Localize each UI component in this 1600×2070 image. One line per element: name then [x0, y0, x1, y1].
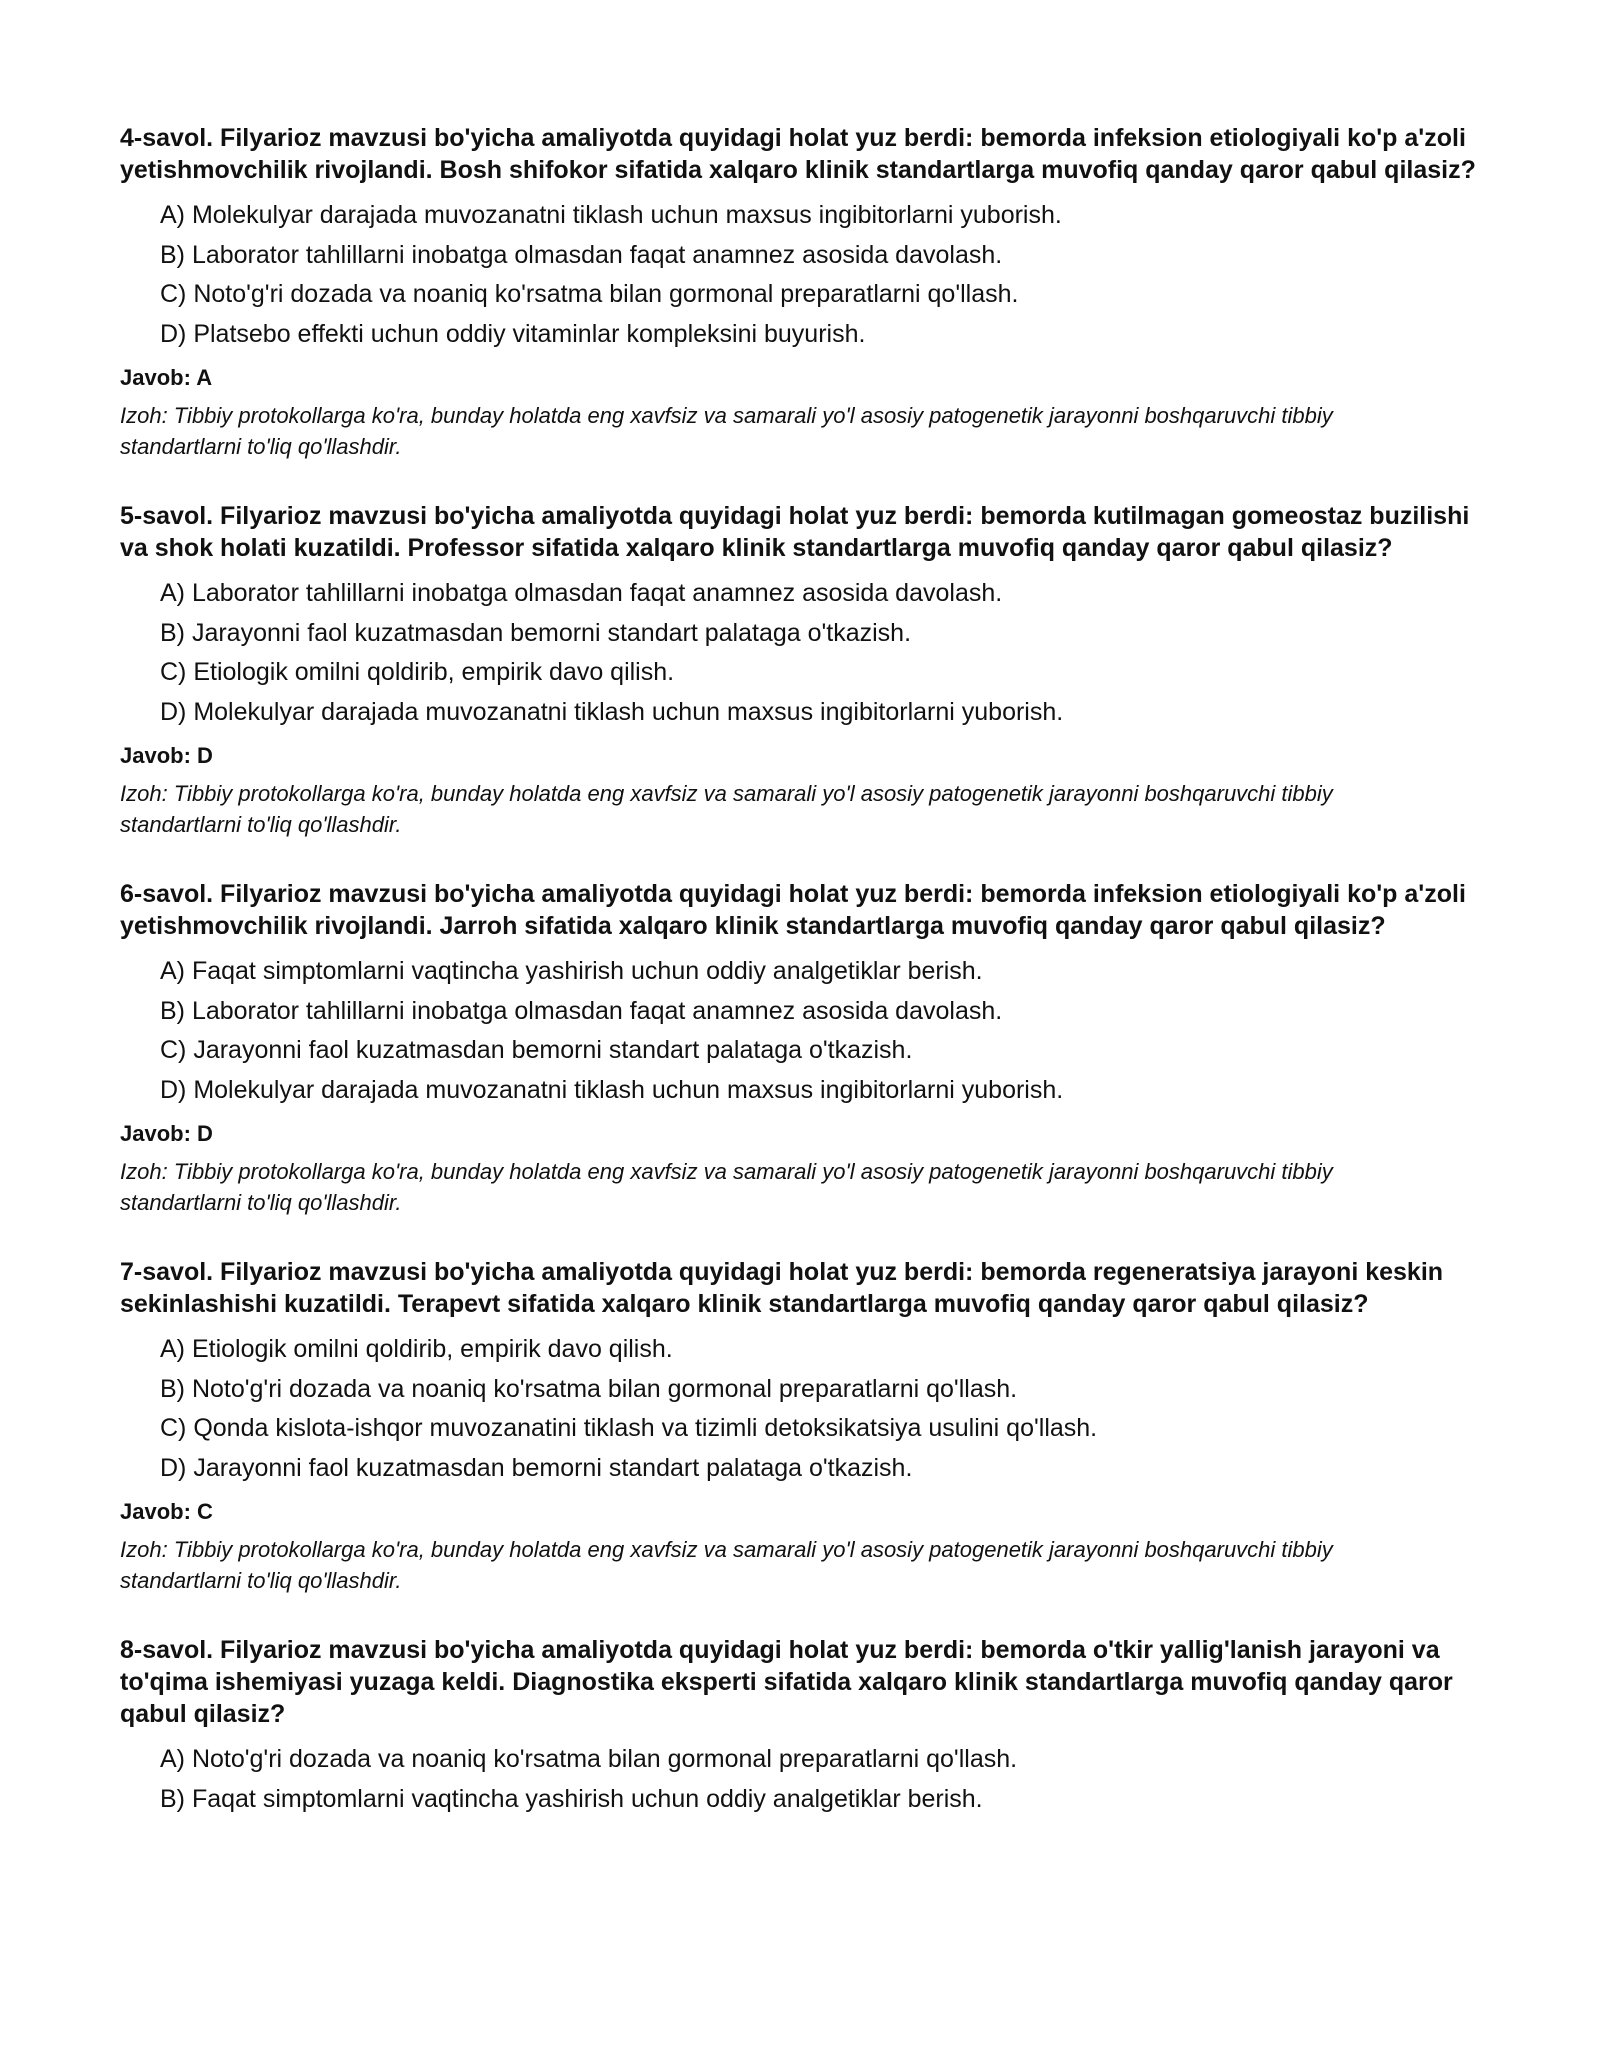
option-b: B) Noto'g'ri dozada va noaniq ko'rsatma bilan gormonal preparatlarni qo'llash.: [160, 1374, 1018, 1403]
question-block: [120, 878, 1490, 1218]
option-a: A) Faqat simptomlarni vaqtincha yashirish uchun oddiy analgetiklar berish.: [160, 957, 983, 985]
option-d: D) Molekulyar darajada muvozanatni tiklash uchun maxsus ingibitorlarni yuborish.: [160, 697, 1064, 726]
question-block: [120, 1634, 1490, 1819]
option-d: D) Platsebo effekti uchun oddiy vitaminlar kompleksini buyurish.: [160, 319, 866, 348]
answer-label: Javob: C: [120, 1499, 213, 1524]
document-page: [120, 122, 1490, 1857]
explanation-text: Izoh: Tibbiy protokollarga ko'ra, bunday holatda eng xavfsiz va samarali yo'l asosiy patogenetik jarayonni boshqaruvchi tibbiy standartlarni to'liq qo'llashdir.: [120, 403, 1333, 459]
question-block: [120, 122, 1490, 462]
option-c: C) Noto'g'ri dozada va noaniq ko'rsatma bilan gormonal preparatlarni qo'llash.: [160, 280, 1019, 308]
option-d: D) Molekulyar darajada muvozanatni tiklash uchun maxsus ingibitorlarni yuborish.: [160, 1075, 1064, 1104]
question-title: 5-savol. Filyarioz mavzusi bo'yicha amaliyotda quyidagi holat yuz berdi: bemorda kutilmagan gomeostaz buzilishi va shok holati kuzatildi. Professor sifatida xalqaro klinik standartlarga muvofiq qanday qaror qabul qilasiz?: [120, 502, 1470, 562]
option-c: C) Qonda kislota-ishqor muvozanatini tiklash va tizimli detoksikatsiya usulini qo'llash.: [160, 1414, 1098, 1442]
option-a: A) Noto'g'ri dozada va noaniq ko'rsatma bilan gormonal preparatlarni qo'llash.: [160, 1745, 1018, 1773]
option-d: D) Jarayonni faol kuzatmasdan bemorni standart palataga o'tkazish.: [160, 1453, 913, 1482]
options-list: [120, 196, 1490, 354]
option-b: B) Laborator tahlillarni inobatga olmasdan faqat anamnez asosida davolash.: [160, 996, 1003, 1025]
answer-label: Javob: A: [120, 365, 213, 390]
explanation-text: Izoh: Tibbiy protokollarga ko'ra, bunday holatda eng xavfsiz va samarali yo'l asosiy patogenetik jarayonni boshqaruvchi tibbiy standartlarni to'liq qo'llashdir.: [120, 1537, 1333, 1593]
explanation-text: Izoh: Tibbiy protokollarga ko'ra, bunday holatda eng xavfsiz va samarali yo'l asosiy patogenetik jarayonni boshqaruvchi tibbiy standartlarni to'liq qo'llashdir.: [120, 781, 1333, 837]
question-block: [120, 1256, 1490, 1596]
option-a: A) Molekulyar darajada muvozanatni tiklash uchun maxsus ingibitorlarni yuborish.: [160, 201, 1062, 229]
answer-label: Javob: D: [120, 1121, 213, 1146]
option-b: B) Laborator tahlillarni inobatga olmasdan faqat anamnez asosida davolash.: [160, 240, 1003, 269]
options-list: [120, 952, 1490, 1110]
option-b: B) Jarayonni faol kuzatmasdan bemorni standart palataga o'tkazish.: [160, 618, 912, 647]
answer-label: Javob: D: [120, 743, 213, 768]
question-title: 8-savol. Filyarioz mavzusi bo'yicha amaliyotda quyidagi holat yuz berdi: bemorda o'tkir yallig'lanish jarayoni va to'qima ishemiyasi yuzaga keldi. Diagnostika eksperti sifatida xalqaro klinik standartlarga muvofiq qanday qaror qabul qilasiz?: [120, 1636, 1453, 1728]
option-a: A) Laborator tahlillarni inobatga olmasdan faqat anamnez asosida davolash.: [160, 579, 1003, 607]
options-list: [120, 1330, 1490, 1488]
option-b: B) Faqat simptomlarni vaqtincha yashirish uchun oddiy analgetiklar berish.: [160, 1784, 983, 1813]
explanation-text: Izoh: Tibbiy protokollarga ko'ra, bunday holatda eng xavfsiz va samarali yo'l asosiy patogenetik jarayonni boshqaruvchi tibbiy standartlarni to'liq qo'llashdir.: [120, 1159, 1333, 1215]
option-c: C) Etiologik omilni qoldirib, empirik davo qilish.: [160, 658, 675, 686]
question-title: 7-savol. Filyarioz mavzusi bo'yicha amaliyotda quyidagi holat yuz berdi: bemorda regeneratsiya jarayoni keskin sekinlashishi kuzatildi. Terapevt sifatida xalqaro klinik standartlarga muvofiq qanday qaror qabul qilasiz?: [120, 1258, 1444, 1318]
option-c: C) Jarayonni faol kuzatmasdan bemorni standart palataga o'tkazish.: [160, 1036, 913, 1064]
options-list: [120, 1740, 1490, 1819]
question-block: [120, 500, 1490, 840]
question-title: 4-savol. Filyarioz mavzusi bo'yicha amaliyotda quyidagi holat yuz berdi: bemorda infeksion etiologiyali ko'p a'zoli yetishmovchilik rivojlandi. Bosh shifokor sifatida xalqaro klinik standartlarga muvofiq qanday qaror qabul qilasiz?: [120, 124, 1476, 184]
options-list: [120, 574, 1490, 732]
option-a: A) Etiologik omilni qoldirib, empirik davo qilish.: [160, 1335, 673, 1363]
question-title: 6-savol. Filyarioz mavzusi bo'yicha amaliyotda quyidagi holat yuz berdi: bemorda infeksion etiologiyali ko'p a'zoli yetishmovchilik rivojlandi. Jarroh sifatida xalqaro klinik standartlarga muvofiq qanday qaror qabul qilasiz?: [120, 880, 1466, 940]
